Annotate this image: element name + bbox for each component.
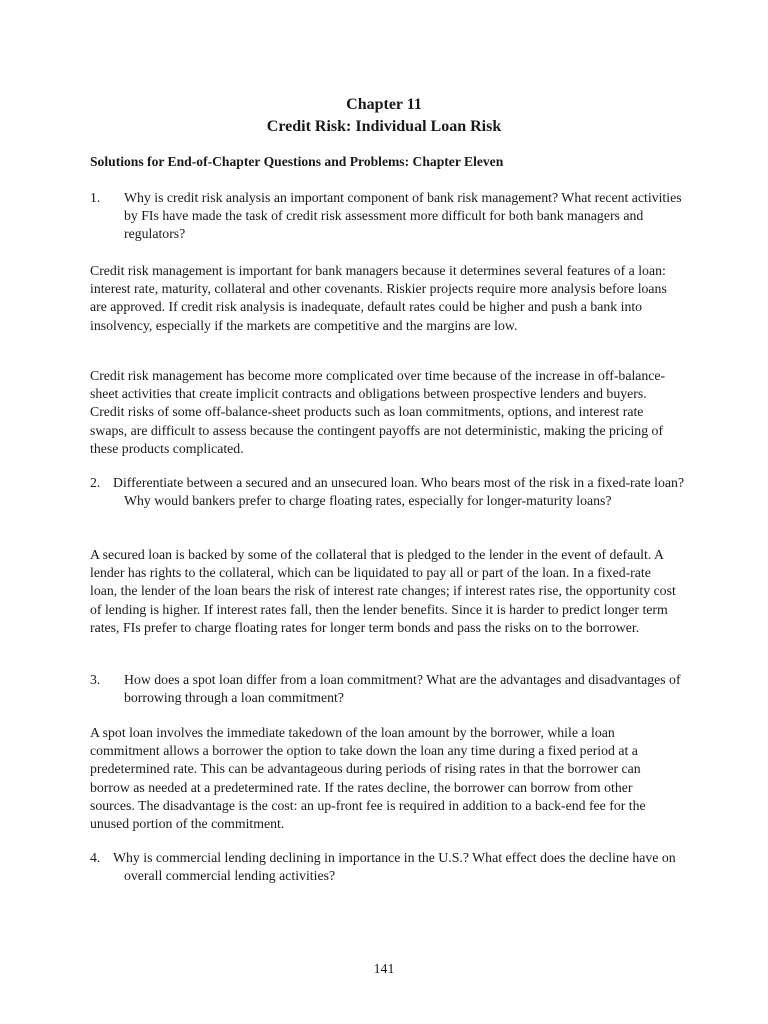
question-number: 1. (90, 190, 101, 205)
page-number: 141 (373, 961, 395, 976)
chapter-title: Credit Risk: Individual Loan Risk (266, 118, 502, 135)
question-4 (90, 849, 690, 885)
answer-paragraph: A secured loan is backed by some of the collateral that is pledged to the lender in the event of default. A lender has rights to the collateral, which can be liquidated to pay all or part of the loan. In a fixed-rate loan, the lender of the loan bears the risk of interest rate changes; if interest rates rise, the opportunity cost of lending is higher. If interest rates fall, then the lender benefits. Since it is harder to predict longer term rates, FIs prefer to charge floating rates for longer term bonds and pass the risks on to the borrower. (90, 547, 676, 635)
question-1 (90, 189, 690, 244)
chapter-number: Chapter 11 (346, 96, 422, 113)
answer-paragraph: Credit risk management has become more complicated over time because of the increase in off-balance-sheet activities that create implicit contracts and obligations between prospective lenders and buyers. Credit risks of some off-balance-sheet products such as loan commitments, options, and interest rate swaps, are difficult to assess because the contingent payoffs are not deterministic, making the pricing of these products complicated. (90, 368, 666, 456)
question-number: 3. (90, 672, 101, 687)
question-number: 2. (90, 475, 101, 490)
question-2 (90, 474, 690, 510)
question-number: 4. (90, 850, 101, 865)
section-heading: Solutions for End-of-Chapter Questions and Problems: Chapter Eleven (90, 154, 504, 169)
answer-paragraph: A spot loan involves the immediate takedown of the loan amount by the borrower, while a loan commitment allows a borrower the option to take down the loan any time during a fixed period at a predetermined rate. This can be advantageous during periods of rising rates in that the borrower can borrow as needed at a predetermined rate. If the rates decline, the borrower can borrow from other sources. The disadvantage is the cost: an up-front fee is required in addition to a back-end fee for the unused portion of the commitment. (90, 725, 646, 832)
question-text: Differentiate between a secured and an unsecured loan. Who bears most of the risk in a fixed-rate loan? Why would bankers prefer to charge floating rates, especially for longer-maturity loans? (113, 475, 685, 509)
question-3 (90, 671, 690, 707)
answer-paragraph: Credit risk management is important for bank managers because it determines several features of a loan: interest rate, maturity, collateral and other covenants. Riskier projects require more analysis before loans are approved. If credit risk analysis is inadequate, default rates could be higher and push a bank into insolvency, especially if the markets are competitive and the margins are low. (90, 263, 667, 333)
question-text: Why is commercial lending declining in importance in the U.S.? What effect does the decline have on overall commercial lending activities? (113, 850, 676, 884)
question-text: How does a spot loan differ from a loan commitment? What are the advantages and disadvantages of borrowing through a loan commitment? (124, 672, 681, 706)
question-text: Why is credit risk analysis an important component of bank risk management? What recent activities by FIs have made the task of credit risk assessment more difficult for both bank managers and regulators? (124, 190, 682, 242)
